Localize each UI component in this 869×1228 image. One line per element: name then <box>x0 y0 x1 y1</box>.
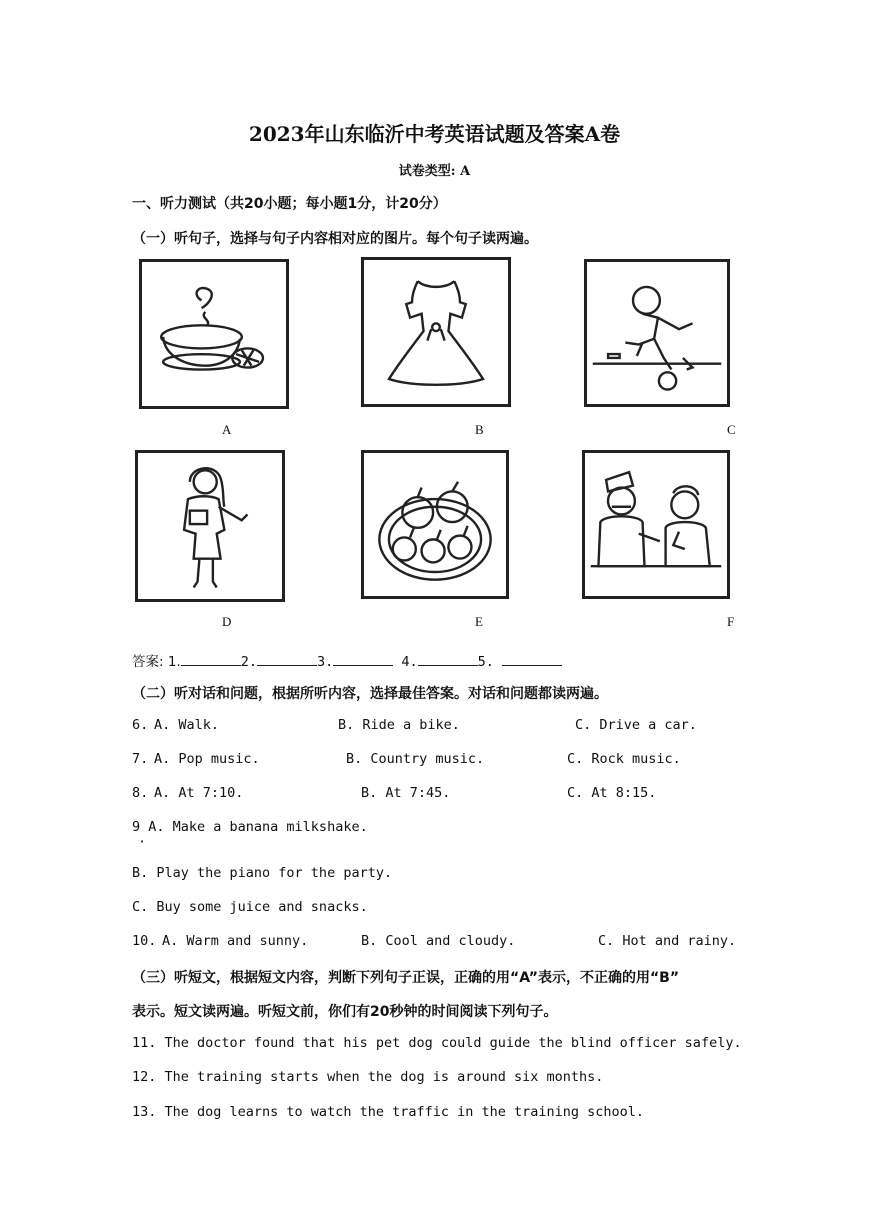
question-10-number: 10. <box>132 933 157 949</box>
page-title: 2023年山东临沂中考英语试题及答案A卷 <box>248 122 621 146</box>
answer-num-3: 3. <box>317 654 334 670</box>
answer-num-2: 2. <box>240 654 257 670</box>
picture-b <box>361 257 511 407</box>
picture-label-c: C <box>727 422 736 437</box>
picture-label-a: A <box>222 422 232 437</box>
picture-label-f: F <box>727 614 735 629</box>
answer-num-5: 5. <box>477 654 494 670</box>
paper-type: 试卷类型: A <box>398 164 471 179</box>
answer-num-4: 4. <box>401 654 418 670</box>
part1-instruction: （一）听句子，选择与句子内容相对应的图片。每个句子读两遍。 <box>132 231 538 247</box>
statement-12: 12. The training starts when the dog is around six months. <box>132 1069 604 1085</box>
question-7-number: 7. <box>132 751 149 767</box>
statement-11: 11. The doctor found that his pet dog could guide the blind officer safely. <box>132 1035 742 1051</box>
dress-icon <box>364 260 508 404</box>
picture-label-e: E <box>475 614 483 629</box>
question-9-dot: · <box>138 834 147 850</box>
picture-e <box>361 450 509 599</box>
answer-blank-1[interactable] <box>181 653 241 666</box>
question-6-option-a: A. Walk. <box>154 717 220 733</box>
answer-blank-2[interactable] <box>257 653 317 666</box>
question-10-option-a: A. Warm and sunny. <box>162 933 309 949</box>
question-9-option-b: B. Play the piano for the party. <box>132 865 393 881</box>
question-9-option-c: C. Buy some juice and snacks. <box>132 899 368 915</box>
woman-presenter-icon <box>138 453 282 599</box>
answer-line <box>132 650 562 670</box>
part3-instruction-line1: （三）听短文，根据短文内容，判断下列句子正误，正确的用“A”表示，不正确的用“B” <box>132 970 680 986</box>
question-8-option-b: B. At 7:45. <box>361 785 451 801</box>
doctor-patient-icon <box>585 453 727 596</box>
question-10-option-b: B. Cool and cloudy. <box>361 933 516 949</box>
question-7-option-c: C. Rock music. <box>567 751 681 767</box>
question-7-option-b: B. Country music. <box>346 751 485 767</box>
question-6-option-c: C. Drive a car. <box>575 717 697 733</box>
question-8-number: 8. <box>132 785 149 801</box>
boy-kicking-ball-icon <box>587 262 727 404</box>
statement-13: 13. The dog learns to watch the traffic in the training school. <box>132 1104 645 1120</box>
part2-instruction: （二）听对话和问题，根据所听内容，选择最佳答案。对话和问题都读两遍。 <box>132 686 608 702</box>
answer-blank-3[interactable] <box>333 653 393 666</box>
question-10-option-c: C. Hot and rainy. <box>598 933 737 949</box>
question-7-option-a: A. Pop music. <box>154 751 260 767</box>
tea-bowl-icon <box>142 262 286 406</box>
question-6-number: 6. <box>132 717 149 733</box>
section1-heading: 一、听力测试（共20小题；每小题1分，计20分） <box>132 196 447 212</box>
question-8-option-a: A. At 7:10. <box>154 785 244 801</box>
picture-label-b: B <box>475 422 484 437</box>
answer-prefix: 答案: 1. <box>132 654 181 670</box>
picture-a <box>139 259 289 409</box>
picture-f <box>582 450 730 599</box>
question-8-option-c: C. At 8:15. <box>567 785 657 801</box>
part3-instruction-line2: 表示。短文读两遍。听短文前，你们有20秒钟的时间阅读下列句子。 <box>132 1004 558 1020</box>
fruit-plate-icon <box>364 453 506 596</box>
picture-d <box>135 450 285 602</box>
answer-blank-5[interactable] <box>502 653 562 666</box>
picture-label-d: D <box>222 614 232 629</box>
picture-c <box>584 259 730 407</box>
question-6-option-b: B. Ride a bike. <box>338 717 460 733</box>
answer-blank-4[interactable] <box>418 653 478 666</box>
question-9-stem: 9 A. Make a banana milkshake. <box>132 819 368 835</box>
